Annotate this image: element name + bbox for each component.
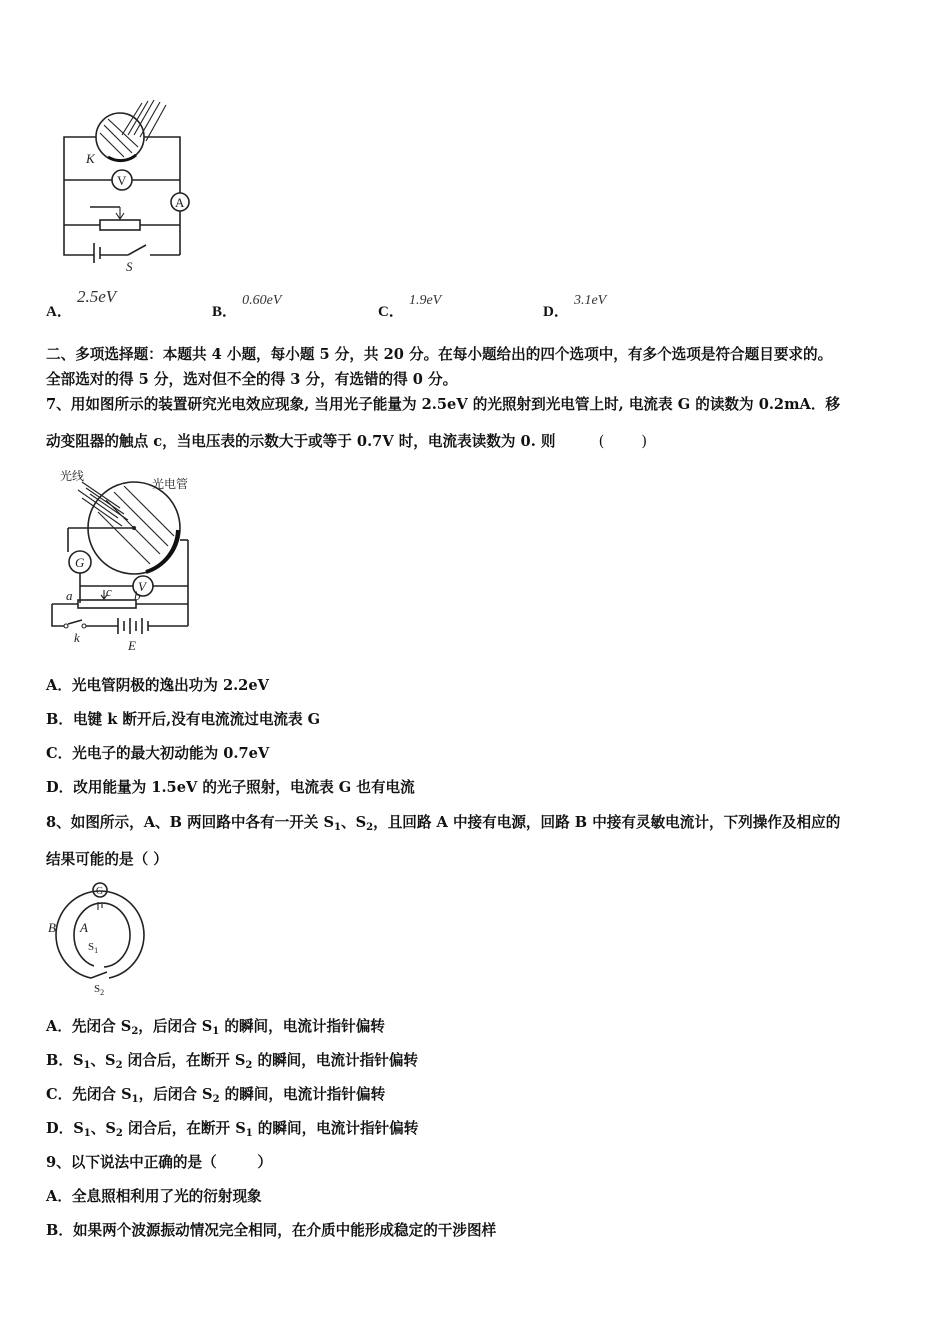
part: 的瞬间，电流计指针偏转 <box>219 1086 386 1103</box>
q6-option-a[interactable] <box>46 286 117 320</box>
option-label: A． <box>46 1018 72 1035</box>
light-rays <box>78 482 128 526</box>
part: 、S <box>90 1120 116 1137</box>
subscript: 2 <box>212 1094 220 1105</box>
subscript: 1 <box>83 1060 91 1071</box>
option-label: C． <box>46 745 73 762</box>
label-V: V <box>117 173 127 188</box>
label-G: G <box>96 886 104 897</box>
subscript: 2 <box>115 1128 123 1139</box>
q6-circuit-figure <box>50 95 200 274</box>
subscript: 1 <box>334 822 341 833</box>
option-label: A． <box>46 1188 72 1205</box>
option-value: 3.1eV <box>573 293 607 308</box>
label-S1: $S_1$ <box>88 941 99 955</box>
option-text: 改用能量为 1.5eV 的光子照射，电流表 G 也有电流 <box>73 779 415 796</box>
section2-instructions-line1: 二、多项选择题：本题共 4 小题，每小题 5 分，共 20 分。在每小题给出的四个选项中，有多个选项是符合题目要求的。 <box>46 346 833 363</box>
q9-option-a[interactable] <box>46 1187 262 1207</box>
option-label: D． <box>543 304 569 320</box>
q8-loops-figure <box>44 880 154 995</box>
q6-option-b[interactable] <box>212 288 282 320</box>
option-label: A． <box>46 677 72 694</box>
part: S <box>72 1052 84 1069</box>
part: 先闭合 S <box>72 1086 132 1103</box>
option-value: 2.5eV <box>76 287 117 306</box>
label-V: V <box>138 579 146 594</box>
label-S2: $S_2$ <box>94 983 105 997</box>
subscript: 1 <box>212 1026 220 1037</box>
q7-option-a[interactable] <box>46 676 269 696</box>
label-light: 光线 <box>60 469 85 483</box>
q8-option-b[interactable] <box>46 1051 418 1071</box>
subscript: 2 <box>131 1026 139 1037</box>
q8-stem-line1 <box>46 813 840 833</box>
label-A: A <box>80 920 88 935</box>
option-value: 0.60eV <box>242 293 282 308</box>
q7-option-b[interactable] <box>46 710 320 730</box>
option-text: 光电管阴极的逸出功为 2.2eV <box>71 677 269 694</box>
option-label: D． <box>46 1120 74 1137</box>
option-label: B． <box>46 711 73 728</box>
part: S <box>73 1120 84 1137</box>
subscript: 2 <box>366 822 374 833</box>
option-label: C． <box>378 304 404 320</box>
label-B: B <box>48 920 56 935</box>
label-A: A <box>175 195 185 210</box>
part: 、S <box>90 1052 116 1069</box>
q7-stem-line1: 7、用如图所示的装置研究光电效应现象, 当用光子能量为 2.5eV 的光照射到光电管上时, 电流表 G 的读数为 0.2mA．移 <box>46 396 841 413</box>
option-text: 光电子的最大初动能为 0.7eV <box>72 745 270 762</box>
subscript: 1 <box>245 1128 253 1139</box>
option-text: 电键 k 断开后,没有电流流过电流表 G <box>72 711 321 728</box>
q8-option-c[interactable] <box>46 1085 385 1105</box>
part: ，后闭合 S <box>138 1018 213 1035</box>
label-S: S <box>126 259 133 274</box>
label-K: K <box>86 151 95 166</box>
q8-option-a[interactable] <box>46 1017 385 1037</box>
part: 的瞬间，电流计指针偏转 <box>252 1052 419 1069</box>
q7-circuit-figure <box>48 468 198 653</box>
subscript: 2 <box>245 1060 253 1071</box>
option-value: 1.9eV <box>408 293 442 308</box>
part: 闭合后，在断开 S <box>122 1120 246 1137</box>
phototube <box>96 113 144 161</box>
option-text: 如果两个波源振动情况完全相同，在介质中能形成稳定的干涉图样 <box>72 1222 497 1239</box>
subscript: 2 <box>115 1060 123 1071</box>
option-label: D． <box>46 779 74 796</box>
label-b: b <box>134 588 141 603</box>
q7-option-d[interactable] <box>46 778 415 798</box>
q6-option-c[interactable] <box>378 288 442 320</box>
label-phototube: 光电管 <box>152 477 189 491</box>
q7-option-c[interactable] <box>46 744 269 764</box>
q6-option-d[interactable] <box>543 288 607 320</box>
answer-bracket: ( ) <box>598 433 648 450</box>
q7-stem-text: 动变阻器的触点 c，当电压表的示数大于或等于 0.7V 时，电流表读数为 0. 则 <box>46 433 556 450</box>
part: ，后闭合 S <box>138 1086 213 1103</box>
subscript: 1 <box>83 1128 91 1139</box>
q8-option-d[interactable] <box>46 1119 418 1139</box>
option-label: B． <box>46 1222 73 1239</box>
section2-instructions-line2: 全部选对的得 5 分，选对但不全的得 3 分，有选错的得 0 分。 <box>46 371 458 388</box>
label-G: G <box>75 555 85 570</box>
part: 的瞬间，电流计指针偏转 <box>252 1120 419 1137</box>
stem-part: 、S <box>340 814 367 831</box>
label-c: c <box>106 584 112 599</box>
option-label: C． <box>46 1086 73 1103</box>
label-a: a <box>66 588 73 603</box>
part: 闭合后，在断开 S <box>122 1052 246 1069</box>
q9-stem: 9、以下说法中正确的是（ ） <box>46 1154 272 1171</box>
q9-option-b[interactable] <box>46 1221 496 1241</box>
subscript: 1 <box>131 1094 139 1105</box>
q8-stem-line2: 结果可能的是（ ） <box>46 851 168 868</box>
stem-part: 8、如图所示，A、B 两回路中各有一开关 S <box>46 814 335 831</box>
option-label: B． <box>212 304 238 320</box>
option-label: B． <box>46 1052 73 1069</box>
stem-part: ，且回路 A 中接有电源，回路 B 中接有灵敏电流计，下列操作及相应的 <box>373 814 841 831</box>
part: 先闭合 S <box>71 1018 132 1035</box>
part: 的瞬间，电流计指针偏转 <box>219 1018 385 1035</box>
option-label: A． <box>46 304 72 320</box>
option-text: 全息照相利用了光的衍射现象 <box>71 1188 262 1205</box>
label-E: E <box>128 638 136 653</box>
label-k: k <box>74 630 80 645</box>
q7-stem-line2 <box>46 432 647 452</box>
